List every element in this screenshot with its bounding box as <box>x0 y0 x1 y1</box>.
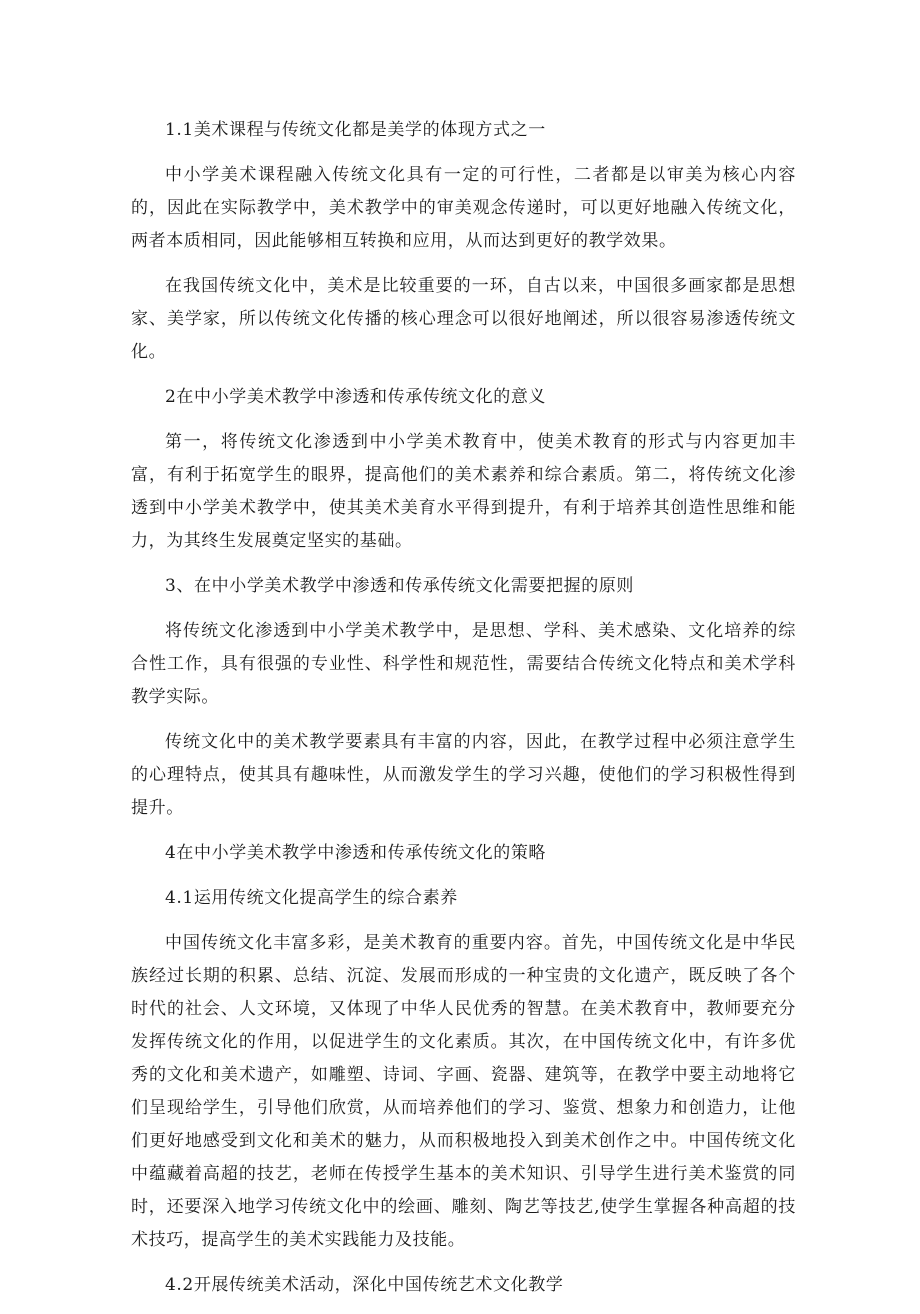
paragraph-4: 将传统文化渗透到中小学美术教学中，是思想、学科、美术感染、文化培养的综合性工作，具有很强的专业性、科学性和规范性，需要结合传统文化特点和美术学科教学实际。 <box>131 621 796 707</box>
paragraph-6: 中国传统文化丰富多彩，是美术教育的重要内容。首先，中国传统文化是中华民族经过长期的积累、总结、沉淀、发展而形成的一种宝贵的文化遗产，既反映了各个时代的社会、人文环境，又体现了中华人民优秀的智慧。在美术教育中，教师要充分发挥传统文化的作用，以促进学生的文化素质。其次，在中国传统文化中，有许多优秀的文化和美术遗产，如雕塑、诗词、字画、瓷器、建筑等，在教学中要主动地将它们呈现给学生，引导他们欣赏，从而培养他们的学习、鉴赏、想象力和创造力，让他们更好地感受到文化和美术的魅力，从而积极地投入到美术创作之中。中国传统文化中蕴藏着高超的技艺，老师在传授学生基本的美术知识、引导学生进行美术鉴赏的同时，还要深入地学习传统文化中的绘画、雕刻、陶艺等技艺,使学生掌握各种高超的技术技巧，提高学生的美术实践能力及技能。 <box>131 933 796 1250</box>
section-heading-4-2: 4.2开展传统美术活动，深化中国传统艺术文化教学 <box>165 1275 564 1295</box>
document-page <box>131 114 796 1314</box>
paragraph-1: 中小学美术课程融入传统文化具有一定的可行性，二者都是以审美为核心内容的，因此在实际教学中，美术教学中的审美观念传递时，可以更好地融入传统文化，两者本质相同，因此能够相互转换和应用，从而达到更好的教学效果。 <box>131 165 796 251</box>
section-heading-2: 2在中小学美术教学中渗透和传承传统文化的意义 <box>165 387 547 407</box>
paragraph-3: 第一，将传统文化渗透到中小学美术教育中，使美术教育的形式与内容更加丰富，有利于拓宽学生的眼界，提高他们的美术素养和综合素质。第二，将传统文化渗透到中小学美术教学中，使其美术美育水平得到提升，有利于培养其创造性思维和能力，为其终生发展奠定坚实的基础。 <box>131 432 796 551</box>
paragraph-2: 在我国传统文化中，美术是比较重要的一环，自古以来，中国很多画家都是思想家、美学家，所以传统文化传播的核心理念可以很好地阐述，所以很容易渗透传统文化。 <box>131 276 796 362</box>
section-heading-3: 3、在中小学美术教学中渗透和传承传统文化需要把握的原则 <box>165 576 635 596</box>
section-heading-4: 4在中小学美术教学中渗透和传承传统文化的策略 <box>165 843 547 863</box>
paragraph-5: 传统文化中的美术教学要素具有丰富的内容，因此，在教学过程中必须注意学生的心理特点，使其具有趣味性，从而激发学生的学习兴趣，使他们的学习积极性得到提升。 <box>131 732 796 818</box>
section-heading-1-1: 1.1美术课程与传统文化都是美学的体现方式之一 <box>165 120 546 140</box>
section-heading-4-1: 4.1运用传统文化提高学生的综合素养 <box>165 888 458 908</box>
